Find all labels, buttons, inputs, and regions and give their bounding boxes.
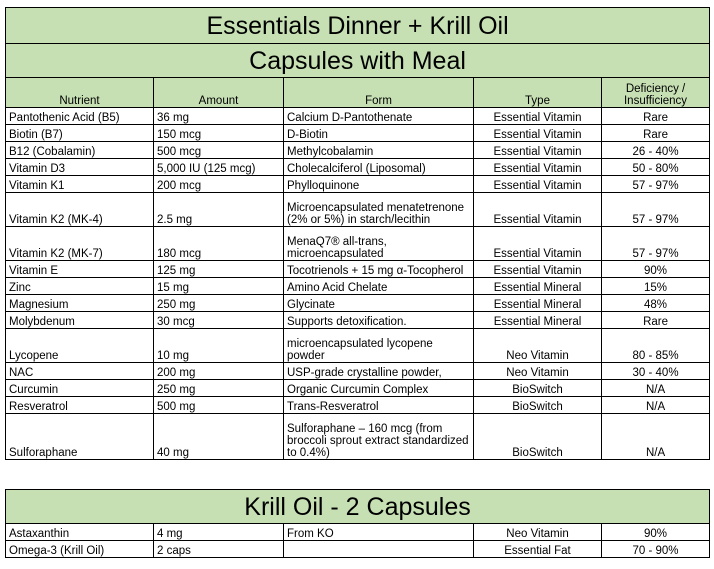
cell-form: Methylcobalamin: [284, 142, 474, 159]
cell-deficiency: 57 - 97%: [602, 193, 710, 227]
header-form: Form: [284, 78, 474, 108]
cell-type: Essential Vitamin: [474, 108, 602, 125]
cell-amount: 500 mg: [154, 397, 284, 414]
table-row: [6, 159, 710, 176]
cell-form: Cholecalciferol (Liposomal): [284, 159, 474, 176]
cell-deficiency: 30 - 40%: [602, 363, 710, 380]
cell-nutrient: Vitamin K2 (MK-4): [6, 193, 154, 227]
cell-amount: 250 mg: [154, 295, 284, 312]
cell-type: BioSwitch: [474, 380, 602, 397]
table-title: Essentials Dinner + Krill Oil: [6, 8, 710, 44]
cell-type: Neo Vitamin: [474, 363, 602, 380]
cell-nutrient: Resveratrol: [6, 397, 154, 414]
cell-deficiency: 57 - 97%: [602, 176, 710, 193]
cell-type: Neo Vitamin: [474, 329, 602, 363]
cell-type: Essential Vitamin: [474, 159, 602, 176]
table-row: [6, 414, 710, 460]
cell-type: BioSwitch: [474, 414, 602, 460]
cell-deficiency: 26 - 40%: [602, 142, 710, 159]
table-row: [6, 125, 710, 142]
cell-form: Trans-Resveratrol: [284, 397, 474, 414]
table-row: [6, 397, 710, 414]
cell-nutrient: Molybdenum: [6, 312, 154, 329]
cell-amount: 15 mg: [154, 278, 284, 295]
cell-type: Essential Vitamin: [474, 193, 602, 227]
cell-deficiency: N/A: [602, 380, 710, 397]
cell-form: [284, 541, 474, 558]
cell-amount: 200 mg: [154, 363, 284, 380]
cell-deficiency: 50 - 80%: [602, 159, 710, 176]
cell-form: Tocotrienols + 15 mg α-Tocopherol: [284, 261, 474, 278]
table-row: [6, 278, 710, 295]
cell-form: Amino Acid Chelate: [284, 278, 474, 295]
table-subtitle: Capsules with Meal: [6, 44, 710, 78]
cell-form: MenaQ7® all-trans, microencapsulated: [284, 227, 474, 261]
cell-type: Neo Vitamin: [474, 524, 602, 541]
cell-amount: 125 mg: [154, 261, 284, 278]
cell-deficiency: 48%: [602, 295, 710, 312]
cell-nutrient: Pantothenic Acid (B5): [6, 108, 154, 125]
cell-amount: 10 mg: [154, 329, 284, 363]
table-row: [6, 312, 710, 329]
cell-deficiency: 70 - 90%: [602, 541, 710, 558]
cell-form: From KO: [284, 524, 474, 541]
table-row: [6, 227, 710, 261]
cell-nutrient: Astaxanthin: [6, 524, 154, 541]
cell-form: Microencapsulated menatetrenone (2% or 5%) in starch/lecithin: [284, 193, 474, 227]
cell-deficiency: 15%: [602, 278, 710, 295]
table-row: [6, 380, 710, 397]
cell-nutrient: Vitamin K2 (MK-7): [6, 227, 154, 261]
cell-amount: 250 mg: [154, 380, 284, 397]
krill-title-row: [6, 490, 710, 524]
cell-amount: 150 mcg: [154, 125, 284, 142]
cell-nutrient: Curcumin: [6, 380, 154, 397]
cell-nutrient: Omega-3 (Krill Oil): [6, 541, 154, 558]
cell-type: Essential Fat: [474, 541, 602, 558]
header-amount: Amount: [154, 78, 284, 108]
table-row: [6, 363, 710, 380]
cell-type: Essential Vitamin: [474, 176, 602, 193]
cell-amount: 40 mg: [154, 414, 284, 460]
cell-nutrient: Vitamin D3: [6, 159, 154, 176]
table-row: [6, 524, 710, 541]
essentials-dinner-table: [5, 7, 710, 460]
cell-deficiency: N/A: [602, 397, 710, 414]
header-nutrient: Nutrient: [6, 78, 154, 108]
cell-type: Essential Vitamin: [474, 125, 602, 142]
cell-deficiency: 80 - 85%: [602, 329, 710, 363]
cell-amount: 30 mcg: [154, 312, 284, 329]
cell-amount: 5,000 IU (125 mcg): [154, 159, 284, 176]
table-row: [6, 541, 710, 558]
cell-nutrient: B12 (Cobalamin): [6, 142, 154, 159]
cell-nutrient: NAC: [6, 363, 154, 380]
cell-type: Essential Mineral: [474, 312, 602, 329]
header-type: Type: [474, 78, 602, 108]
cell-type: Essential Vitamin: [474, 261, 602, 278]
cell-deficiency: 57 - 97%: [602, 227, 710, 261]
cell-deficiency: N/A: [602, 414, 710, 460]
header-deficiency: Deficiency / Insufficiency: [602, 78, 710, 108]
cell-form: Sulforaphane – 160 mcg (from broccoli sprout extract standardized to 0.4%): [284, 414, 474, 460]
table-title-row: [6, 8, 710, 44]
table-row: [6, 261, 710, 278]
cell-form: Calcium D-Pantothenate: [284, 108, 474, 125]
cell-form: microencapsulated lycopene powder: [284, 329, 474, 363]
cell-nutrient: Biotin (B7): [6, 125, 154, 142]
krill-oil-table: [5, 489, 710, 558]
cell-type: Essential Vitamin: [474, 142, 602, 159]
cell-deficiency: 90%: [602, 261, 710, 278]
cell-form: D-Biotin: [284, 125, 474, 142]
cell-type: BioSwitch: [474, 397, 602, 414]
cell-type: Essential Vitamin: [474, 227, 602, 261]
table-row: [6, 142, 710, 159]
table-subtitle-row: [6, 44, 710, 78]
cell-form: Phylloquinone: [284, 176, 474, 193]
cell-amount: 200 mcg: [154, 176, 284, 193]
cell-nutrient: Lycopene: [6, 329, 154, 363]
cell-type: Essential Mineral: [474, 295, 602, 312]
cell-amount: 2 caps: [154, 541, 284, 558]
cell-amount: 2.5 mg: [154, 193, 284, 227]
table-row: [6, 176, 710, 193]
cell-amount: 36 mg: [154, 108, 284, 125]
krill-title: Krill Oil - 2 Capsules: [6, 490, 710, 524]
cell-deficiency: Rare: [602, 125, 710, 142]
table-row: [6, 329, 710, 363]
cell-amount: 500 mcg: [154, 142, 284, 159]
table-row: [6, 295, 710, 312]
cell-nutrient: Vitamin K1: [6, 176, 154, 193]
cell-form: USP-grade crystalline powder,: [284, 363, 474, 380]
table-row: [6, 108, 710, 125]
cell-form: Supports detoxification.: [284, 312, 474, 329]
cell-deficiency: 90%: [602, 524, 710, 541]
cell-nutrient: Zinc: [6, 278, 154, 295]
cell-form: Organic Curcumin Complex: [284, 380, 474, 397]
table-row: [6, 193, 710, 227]
cell-amount: 180 mcg: [154, 227, 284, 261]
cell-form: Glycinate: [284, 295, 474, 312]
cell-deficiency: Rare: [602, 312, 710, 329]
cell-nutrient: Sulforaphane: [6, 414, 154, 460]
cell-deficiency: Rare: [602, 108, 710, 125]
cell-nutrient: Vitamin E: [6, 261, 154, 278]
cell-amount: 4 mg: [154, 524, 284, 541]
column-header-row: [6, 78, 710, 108]
cell-nutrient: Magnesium: [6, 295, 154, 312]
cell-type: Essential Mineral: [474, 278, 602, 295]
